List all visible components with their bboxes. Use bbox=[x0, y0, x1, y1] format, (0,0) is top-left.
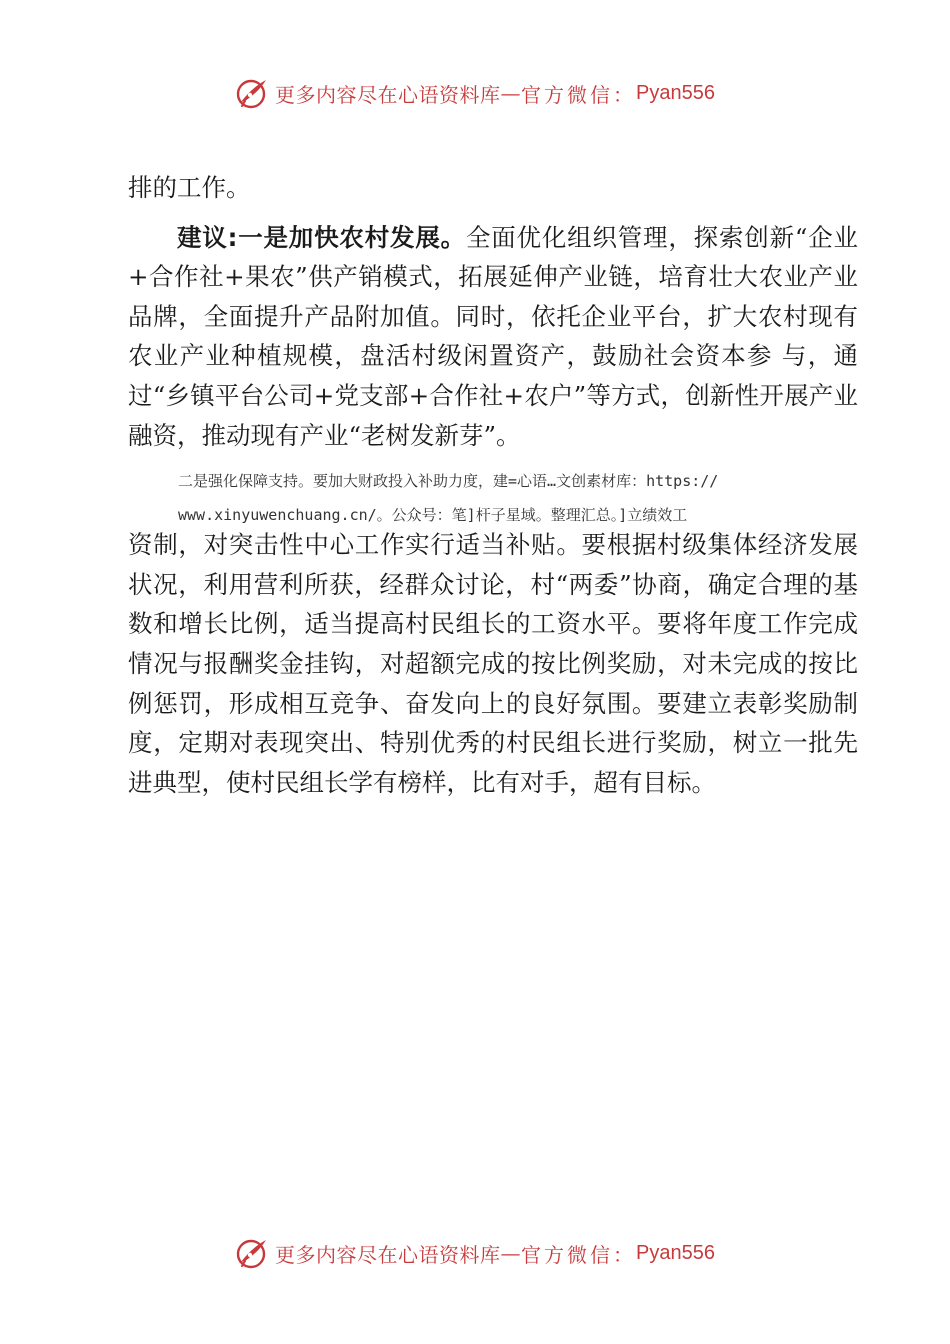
banner-wechat-label: 官方微信： bbox=[521, 1242, 637, 1267]
suggestion-one-text: 全面优化组织管理，探索创新“企业+合作社+果农”供产销模式，拓展延伸产业链，培育壮大农业产业品牌，全面提升产品附加值。同时，依托企业平台，扩大农村现有农业产业种植规模，盘活村级闲置资产，鼓励社会资本参 与，通过“乡镇平台公司+党支部+合作社+农户”等方式，创新性开展产业融资，推动现有产业“老树发新芽”。 bbox=[128, 222, 859, 450]
banner-title: 更多内容尽在心语资料库 bbox=[275, 82, 501, 107]
quill-pen-logo-icon bbox=[235, 76, 269, 110]
banner-wechat-id: Pyan556 bbox=[636, 81, 715, 104]
paragraph-suggestion-two: 资制，对突击性中心工作实行适当补贴。要根据村级集体经济发展状况，利用营利所获，经群众讨论，村“两委”协商，确定合理的基数和增长比例，适当提高村民组长的工资水平。要将年度工作完成情况与报酬奖金挂钩，对超额完成的按比例奖励，对未完成的按比例惩罚，形成相互竞争、奋发向上的良好氛围。要建立表彰奖励制度，定期对表现突出、特别优秀的村民组长进行奖励，树立一批先进典型，使村民组长学有榜样，比有对手，超有目标。 bbox=[128, 530, 858, 797]
header-banner bbox=[0, 71, 950, 115]
suggestion-heading: 建议:一是加快农村发展。 bbox=[177, 222, 466, 252]
small-text-line-1: 二是强化保障支持。要加大财政投入补助力度，建=心语…文创素材库：https:// bbox=[178, 472, 719, 491]
quill-pen-logo-icon bbox=[235, 1236, 269, 1270]
banner-dash: — bbox=[500, 1241, 522, 1265]
banner-title: 更多内容尽在心语资料库 bbox=[275, 1242, 501, 1267]
document-body bbox=[128, 168, 858, 802]
banner-wechat-id: Pyan556 bbox=[636, 1241, 715, 1264]
banner-wechat-label: 官方微信： bbox=[521, 82, 637, 107]
small-text-line-2: www.xinyuwenchuang.cn/。公众号：笔]杆子星域。整理汇总。]立绩效工 bbox=[178, 506, 688, 525]
banner-dash: — bbox=[500, 81, 522, 105]
paragraph-continued: 排的工作。 bbox=[128, 173, 251, 202]
paragraph-suggestion-one bbox=[128, 218, 858, 456]
footer-banner bbox=[0, 1231, 950, 1275]
